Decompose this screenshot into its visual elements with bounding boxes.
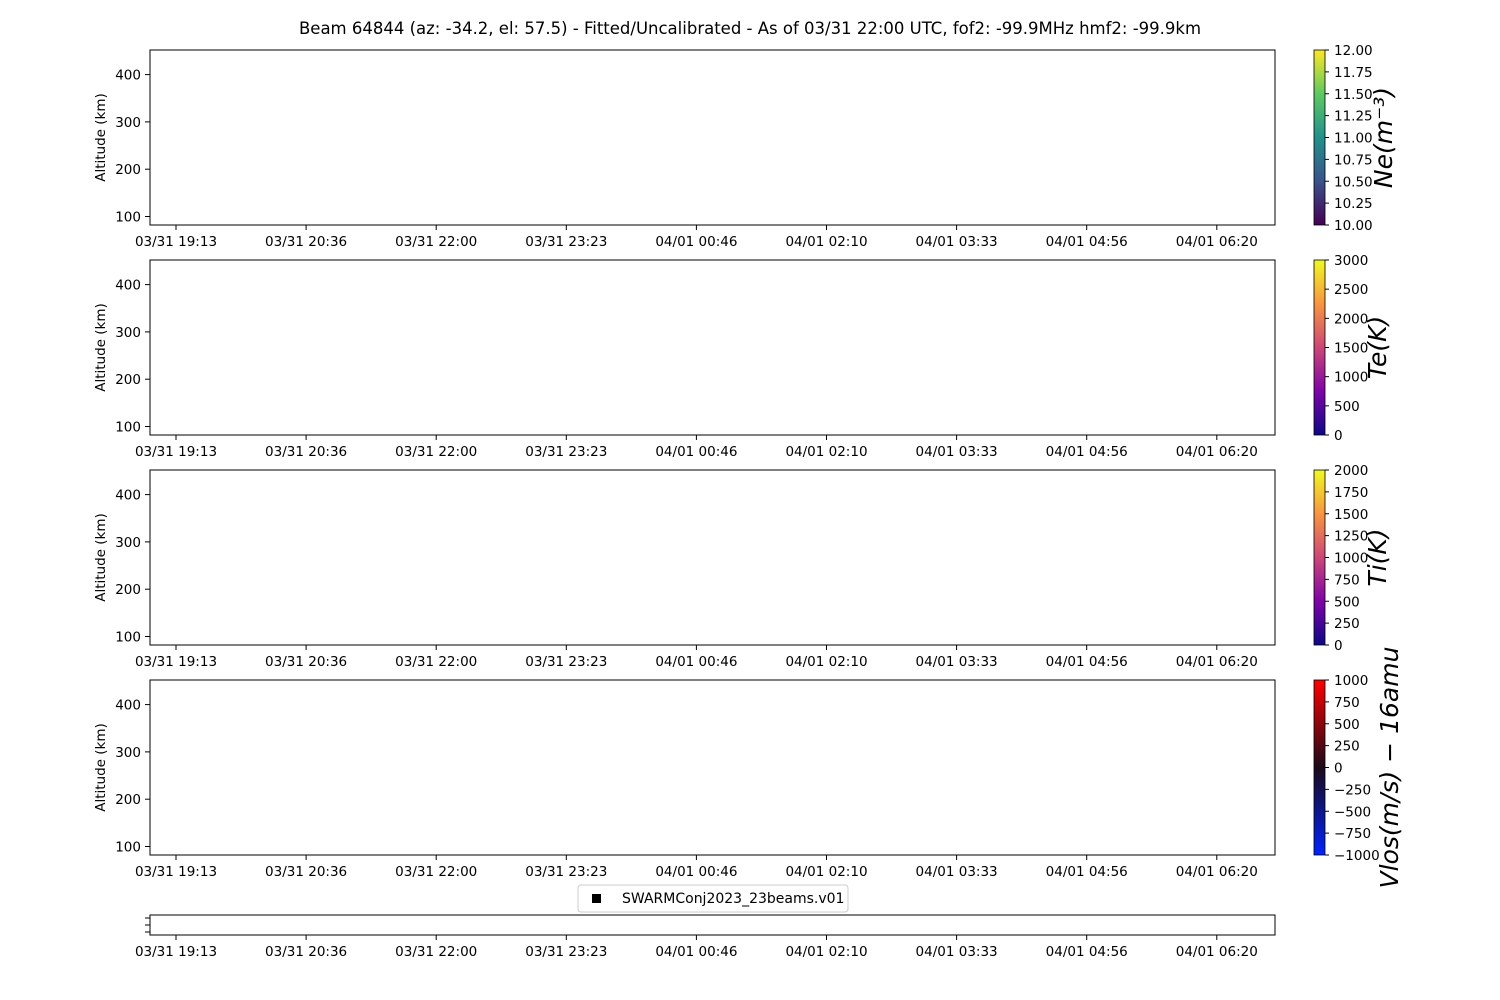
panel-2-xtick-label-3: 03/31 23:23: [525, 444, 608, 460]
panel-2-xtick-label-8: 04/01 06:20: [1175, 444, 1258, 460]
panel-2-xtick-label-5: 04/01 02:10: [785, 444, 868, 460]
panel-2-ytick-label-2: 300: [115, 324, 141, 341]
panel-4-colorbar-tick-label-0: −1000: [1334, 848, 1380, 864]
panel-4-colorbar-tick-label-6: 500: [1334, 716, 1360, 733]
panel-5-xtick-label-5: 04/01 02:10: [785, 944, 868, 960]
panel-3-colorbar: [1314, 470, 1325, 645]
panel-4-colorbar-tick-label-2: −500: [1334, 804, 1372, 821]
panel-5-xtick-label-0: 03/31 19:13: [134, 944, 218, 960]
panel-1-colorbar-label: Ne(m⁻³): [1369, 86, 1398, 189]
panel-4-colorbar-tick-label-3: −250: [1334, 782, 1372, 799]
panel-2-xtick-label-7: 04/01 04:56: [1045, 444, 1128, 460]
panel-2-xtick-label-4: 04/01 00:46: [655, 444, 738, 460]
panel-2-ylabel: Altitude (km): [93, 303, 109, 392]
panel-3-colorbar-tick-label-7: 1750: [1334, 484, 1369, 501]
panel-3-colorbar-tick-label-0: 0: [1334, 638, 1343, 654]
panel-4-xtick-label-4: 04/01 00:46: [655, 864, 738, 880]
panel-2-axes: [150, 260, 1275, 435]
panel-4-colorbar-tick-label-7: 750: [1334, 694, 1360, 711]
panel-4-colorbar-tick-label-1: −750: [1334, 826, 1372, 843]
panel-4-xtick-label-2: 03/31 22:00: [395, 864, 478, 880]
panel-3-colorbar-tick-label-2: 500: [1334, 594, 1360, 611]
panel-2-xtick-label-6: 04/01 03:33: [915, 444, 998, 460]
panel-1-colorbar-tick-label-0: 10.00: [1334, 218, 1373, 234]
panel-1-xtick-label-0: 03/31 19:13: [134, 234, 218, 250]
panel-2-ytick-label-0: 100: [115, 419, 141, 436]
panel-1-xtick-label-1: 03/31 20:36: [265, 234, 348, 250]
panels: [93, 43, 1404, 960]
panel-3-ytick-label-2: 300: [115, 534, 141, 551]
panel-4-xtick-label-8: 04/01 06:20: [1175, 864, 1258, 880]
panel-2-colorbar-label: Te(K): [1363, 315, 1392, 380]
panel-1-colorbar-tick-label-3: 10.75: [1334, 152, 1373, 169]
panel-1-xtick-label-5: 04/01 02:10: [785, 234, 868, 250]
panel-2-colorbar-tick-label-1: 500: [1334, 398, 1360, 415]
panel-5-xtick-label-3: 03/31 23:23: [525, 944, 608, 960]
panel-3-axes: [150, 470, 1275, 645]
panel-4-ytick-label-1: 200: [115, 792, 141, 809]
panel-2-colorbar-tick-label-2: 1000: [1334, 369, 1369, 386]
panel-3-colorbar-tick-label-3: 750: [1334, 572, 1360, 589]
panel-3-ytick-label-1: 200: [115, 582, 141, 599]
panel-5-xtick-label-6: 04/01 03:33: [915, 944, 998, 960]
panel-3-xtick-label-7: 04/01 04:56: [1045, 654, 1128, 670]
panel-1-xtick-label-2: 03/31 22:00: [395, 234, 478, 250]
panel-2-colorbar-tick-label-4: 2000: [1334, 311, 1369, 328]
panel-1-colorbar-tick-label-2: 10.50: [1334, 174, 1373, 191]
panel-3-colorbar-tick-label-1: 250: [1334, 616, 1360, 633]
panel-4-ytick-label-2: 300: [115, 744, 141, 761]
legend-marker: [592, 894, 601, 903]
panel-4-xtick-label-1: 03/31 20:36: [265, 864, 348, 880]
legend: [578, 885, 848, 912]
panel-3-ylabel: Altitude (km): [93, 513, 109, 602]
panel-1-ytick-label-0: 100: [115, 209, 141, 226]
panel-3-colorbar-tick-label-8: 2000: [1334, 463, 1369, 479]
panel-1-axes: [150, 50, 1275, 225]
panel-3-xtick-label-8: 04/01 06:20: [1175, 654, 1258, 670]
panel-1-xtick-label-3: 03/31 23:23: [525, 234, 608, 250]
panel-2-colorbar-tick-label-5: 2500: [1334, 282, 1369, 299]
panel-4-xtick-label-0: 03/31 19:13: [134, 864, 218, 880]
panel-1-xtick-label-6: 04/01 03:33: [915, 234, 998, 250]
panel-3-colorbar-tick-label-5: 1250: [1334, 528, 1369, 545]
panel-5-xtick-label-8: 04/01 06:20: [1175, 944, 1258, 960]
panel-1-colorbar-tick-label-7: 11.75: [1334, 64, 1373, 81]
panel-4-xtick-label-3: 03/31 23:23: [525, 864, 608, 880]
panel-2-xtick-label-0: 03/31 19:13: [134, 444, 218, 460]
panel-2-xtick-label-2: 03/31 22:00: [395, 444, 478, 460]
panel-3-xtick-label-1: 03/31 20:36: [265, 654, 348, 670]
panel-4-axes: [150, 680, 1275, 855]
panel-4-ytick-label-3: 400: [115, 697, 141, 714]
panel-3-xtick-label-0: 03/31 19:13: [134, 654, 218, 670]
panel-2-ytick-label-1: 200: [115, 372, 141, 389]
panel-4-colorbar-tick-label-5: 250: [1334, 738, 1360, 755]
panel-1-xtick-label-8: 04/01 06:20: [1175, 234, 1258, 250]
panel-1-ytick-label-3: 400: [115, 67, 141, 84]
figure-title: Beam 64844 (az: -34.2, el: 57.5) - Fitted/Uncalibrated - As of 03/31 22:00 UTC, fof2: -99.9MHz hmf2: -99.9km: [298, 19, 1202, 38]
panel-1-ytick-label-1: 200: [115, 162, 141, 179]
panel-3-ytick-label-3: 400: [115, 487, 141, 504]
panel-3-ytick-label-0: 100: [115, 629, 141, 646]
panel-3-xtick-label-6: 04/01 03:33: [915, 654, 998, 670]
panel-5-xtick-label-1: 03/31 20:36: [265, 944, 348, 960]
panel-2-colorbar-tick-label-0: 0: [1334, 428, 1343, 444]
panel-3-colorbar-tick-label-6: 1500: [1334, 506, 1369, 523]
panel-4-ylabel: Altitude (km): [93, 723, 109, 812]
panel-1-xtick-label-4: 04/01 00:46: [655, 234, 738, 250]
panel-2-colorbar-tick-label-3: 1500: [1334, 340, 1369, 357]
panel-2-xtick-label-1: 03/31 20:36: [265, 444, 348, 460]
panel-1-ytick-label-2: 300: [115, 114, 141, 131]
panel-3-xtick-label-5: 04/01 02:10: [785, 654, 868, 670]
panel-3-colorbar-tick-label-4: 1000: [1334, 550, 1369, 567]
panel-1-colorbar-tick-label-1: 10.25: [1334, 196, 1373, 213]
panel-4-xtick-label-6: 04/01 03:33: [915, 864, 998, 880]
panel-1-ylabel: Altitude (km): [93, 93, 109, 182]
panel-1-colorbar-tick-label-5: 11.25: [1334, 108, 1373, 125]
panel-3-xtick-label-2: 03/31 22:00: [395, 654, 478, 670]
panel-3-xtick-label-4: 04/01 00:46: [655, 654, 738, 670]
panel-2-colorbar-tick-label-6: 3000: [1334, 253, 1369, 269]
panel-5-xtick-label-4: 04/01 00:46: [655, 944, 738, 960]
panel-4-colorbar-tick-label-4: 0: [1334, 760, 1343, 777]
panel-2-ytick-label-3: 400: [115, 277, 141, 294]
panel-3-colorbar-label: Ti(K): [1363, 528, 1392, 587]
panel-1-colorbar-tick-label-4: 11.00: [1334, 130, 1373, 147]
panel-4-colorbar-tick-label-8: 1000: [1334, 673, 1369, 689]
panel-4-colorbar-label: Vlos(m/s) − 16amu: [1375, 646, 1404, 889]
panel-2-colorbar: [1314, 260, 1325, 435]
panel-3-xtick-label-3: 03/31 23:23: [525, 654, 608, 670]
panel-5-axes: [150, 915, 1275, 935]
panel-4-colorbar: [1314, 680, 1325, 855]
legend-label: SWARMConj2023_23beams.v01: [622, 891, 845, 907]
panel-4-xtick-label-5: 04/01 02:10: [785, 864, 868, 880]
panel-5-xtick-label-2: 03/31 22:00: [395, 944, 478, 960]
panel-1-colorbar-tick-label-6: 11.50: [1334, 86, 1373, 103]
panel-4-xtick-label-7: 04/01 04:56: [1045, 864, 1128, 880]
panel-1-colorbar: [1314, 50, 1325, 225]
panel-5-xtick-label-7: 04/01 04:56: [1045, 944, 1128, 960]
panel-1-colorbar-tick-label-8: 12.00: [1334, 43, 1373, 59]
panel-4-ytick-label-0: 100: [115, 839, 141, 856]
panel-1-xtick-label-7: 04/01 04:56: [1045, 234, 1128, 250]
